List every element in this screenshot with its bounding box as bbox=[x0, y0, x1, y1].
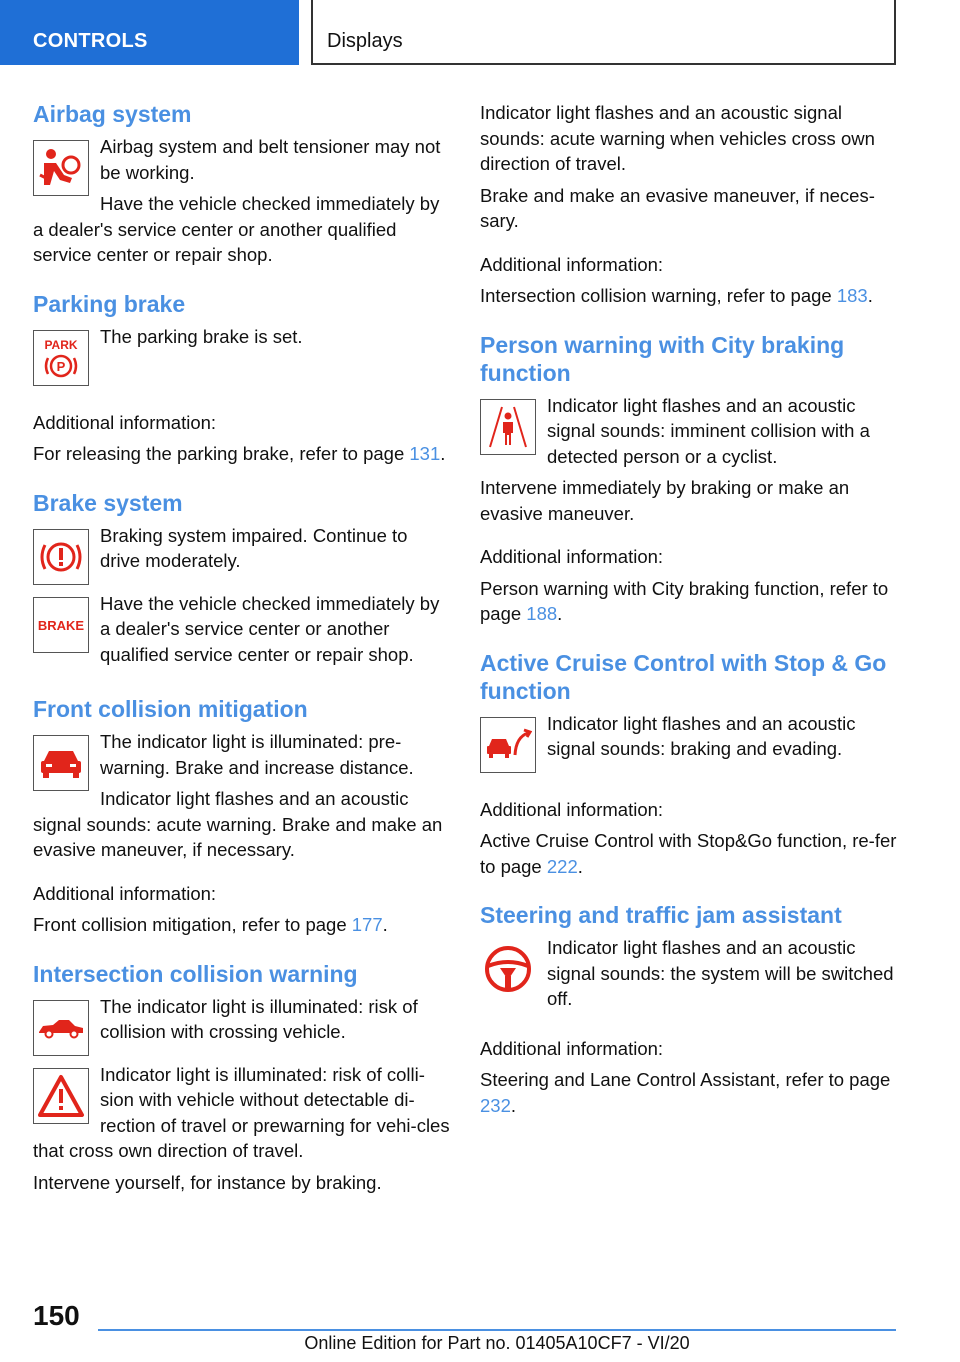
chapter-tab bbox=[311, 0, 896, 65]
page-link[interactable]: 188 bbox=[526, 603, 558, 624]
paragraph: Indicator light flashes and an acoustic signal sounds: imminent collision with a detected person or a cyclist. bbox=[547, 394, 870, 467]
section-title: Person warning with City braking function bbox=[480, 331, 845, 386]
reference-text: Person warning with City braking function, refer to page bbox=[480, 577, 889, 624]
left-column bbox=[33, 100, 451, 1217]
warning-triangle-icon bbox=[33, 1068, 89, 1124]
reference-text: Active Cruise Control with Stop&Go function, re-fer to page bbox=[480, 830, 897, 877]
steering-wheel-icon bbox=[480, 941, 536, 997]
page-number: 150 bbox=[33, 1300, 80, 1331]
info-label: Additional information: bbox=[480, 1037, 664, 1059]
reference: Person warning with City braking function, refer to page 188. bbox=[480, 577, 889, 624]
info-label: Additional information: bbox=[480, 798, 664, 820]
paragraph: The parking brake is set. bbox=[100, 325, 303, 347]
section-steering-assistant bbox=[480, 901, 898, 1118]
paragraph: The indicator light is illuminated: risk of collision with crossing vehicle. bbox=[100, 995, 418, 1042]
footer-divider bbox=[98, 1329, 896, 1331]
info-label: Additional information: bbox=[33, 411, 217, 433]
brake-warning-icon bbox=[33, 529, 89, 585]
info-label: Additional information: bbox=[480, 546, 664, 567]
footer-edition: Online Edition for Part no. 01405A10CF7 - VI/20 bbox=[304, 1333, 690, 1353]
right-column bbox=[480, 100, 898, 1140]
page-link[interactable]: 131 bbox=[409, 443, 441, 464]
reference: Steering and Lane Control Assistant, refer to page 232. bbox=[480, 1069, 891, 1116]
paragraph: Indicator light flashes and an acoustic signal sounds: braking and evading. bbox=[547, 712, 856, 759]
brake-icon-text: BRAKE bbox=[37, 617, 85, 633]
paragraph: Intervene yourself, for instance by braking. bbox=[33, 1171, 382, 1193]
page-link[interactable]: 222 bbox=[546, 855, 578, 877]
paragraph: Airbag system and belt tensioner may not be working. bbox=[100, 136, 441, 183]
section-tab bbox=[0, 0, 299, 65]
airbag-icon bbox=[33, 140, 89, 196]
paragraph: Intervene immediately by braking or make an evasive maneuver. bbox=[480, 477, 850, 524]
paragraph: Have the vehicle checked immediately by a dealer's service center or another qualified service center or repair shop. bbox=[100, 592, 440, 665]
reference: Intersection collision warning, refer to page 183. bbox=[480, 285, 873, 306]
section-airbag bbox=[33, 100, 451, 268]
section-title: Steering and traffic jam assistant bbox=[480, 902, 842, 928]
park-brake-icon bbox=[33, 330, 89, 386]
paragraph: Indicator light flashes and an acoustic signal sounds: the system will be switched off. bbox=[547, 937, 894, 1009]
front-car-icon bbox=[33, 735, 89, 791]
section-brake-system bbox=[33, 489, 451, 674]
reference-text: For releasing the parking brake, refer to page bbox=[33, 443, 405, 464]
reference: Active Cruise Control with Stop&Go function, re-fer to page 222. bbox=[480, 830, 897, 877]
info-label: Additional information: bbox=[33, 882, 217, 904]
brake-text-icon bbox=[33, 597, 89, 653]
section-person-warning bbox=[480, 331, 898, 627]
section-title: Brake system bbox=[33, 489, 183, 516]
paragraph: Braking system impaired. Continue to drive moderately. bbox=[100, 524, 408, 571]
section-title: Front collision mitigation bbox=[33, 696, 308, 722]
chapter-label: Displays bbox=[327, 30, 403, 52]
paragraph: Brake and make an evasive maneuver, if neces-sary. bbox=[480, 184, 875, 231]
park-icon-letter: P bbox=[56, 358, 66, 374]
paragraph: Indicator light is illuminated: risk of colli-sion with vehicle without detectable di-rection of travel or prewarning for vehi-cles that cross own direction of travel. bbox=[33, 1063, 450, 1161]
paragraph: Indicator light flashes and an acoustic signal sounds: acute warning when vehicles cross own direction of travel. bbox=[480, 102, 875, 174]
section-label: CONTROLS bbox=[33, 30, 148, 52]
pedestrian-icon bbox=[480, 399, 536, 455]
section-front-collision bbox=[33, 695, 451, 938]
reference-text: Front collision mitigation, refer to page bbox=[33, 914, 347, 935]
reference-text: Intersection collision warning, refer to page bbox=[480, 285, 832, 306]
section-intersection bbox=[33, 960, 451, 1196]
section-title: Parking brake bbox=[33, 290, 186, 317]
reference: For releasing the parking brake, refer to page 131. bbox=[33, 443, 446, 464]
section-parking-brake bbox=[33, 290, 451, 467]
reference: Front collision mitigation, refer to page 177. bbox=[33, 914, 388, 935]
section-title: Airbag system bbox=[33, 101, 192, 127]
page-link[interactable]: 183 bbox=[836, 285, 868, 306]
side-car-icon bbox=[33, 1000, 89, 1056]
page-link[interactable]: 232 bbox=[480, 1094, 511, 1116]
section-active-cruise-control bbox=[480, 649, 898, 880]
paragraph: Indicator light flashes and an acoustic signal sounds: acute warning. Brake and make an evasive maneuver, if necessary. bbox=[33, 788, 443, 860]
car-evade-icon bbox=[480, 717, 536, 773]
info-label: Additional information: bbox=[480, 253, 664, 275]
paragraph: Have the vehicle checked immediately by a dealer's service center or another qualified service center or repair shop. bbox=[33, 193, 440, 265]
section-intersection-continued bbox=[480, 100, 898, 309]
section-title: Active Cruise Control with Stop & Go function bbox=[480, 649, 887, 704]
section-title: Intersection collision warning bbox=[33, 960, 358, 987]
park-icon-text: PARK bbox=[44, 337, 78, 352]
paragraph: The indicator light is illuminated: pre-warning. Brake and increase distance. bbox=[100, 731, 414, 778]
page-link[interactable]: 177 bbox=[351, 914, 383, 935]
reference-text: Steering and Lane Control Assistant, refer to page bbox=[480, 1069, 891, 1090]
